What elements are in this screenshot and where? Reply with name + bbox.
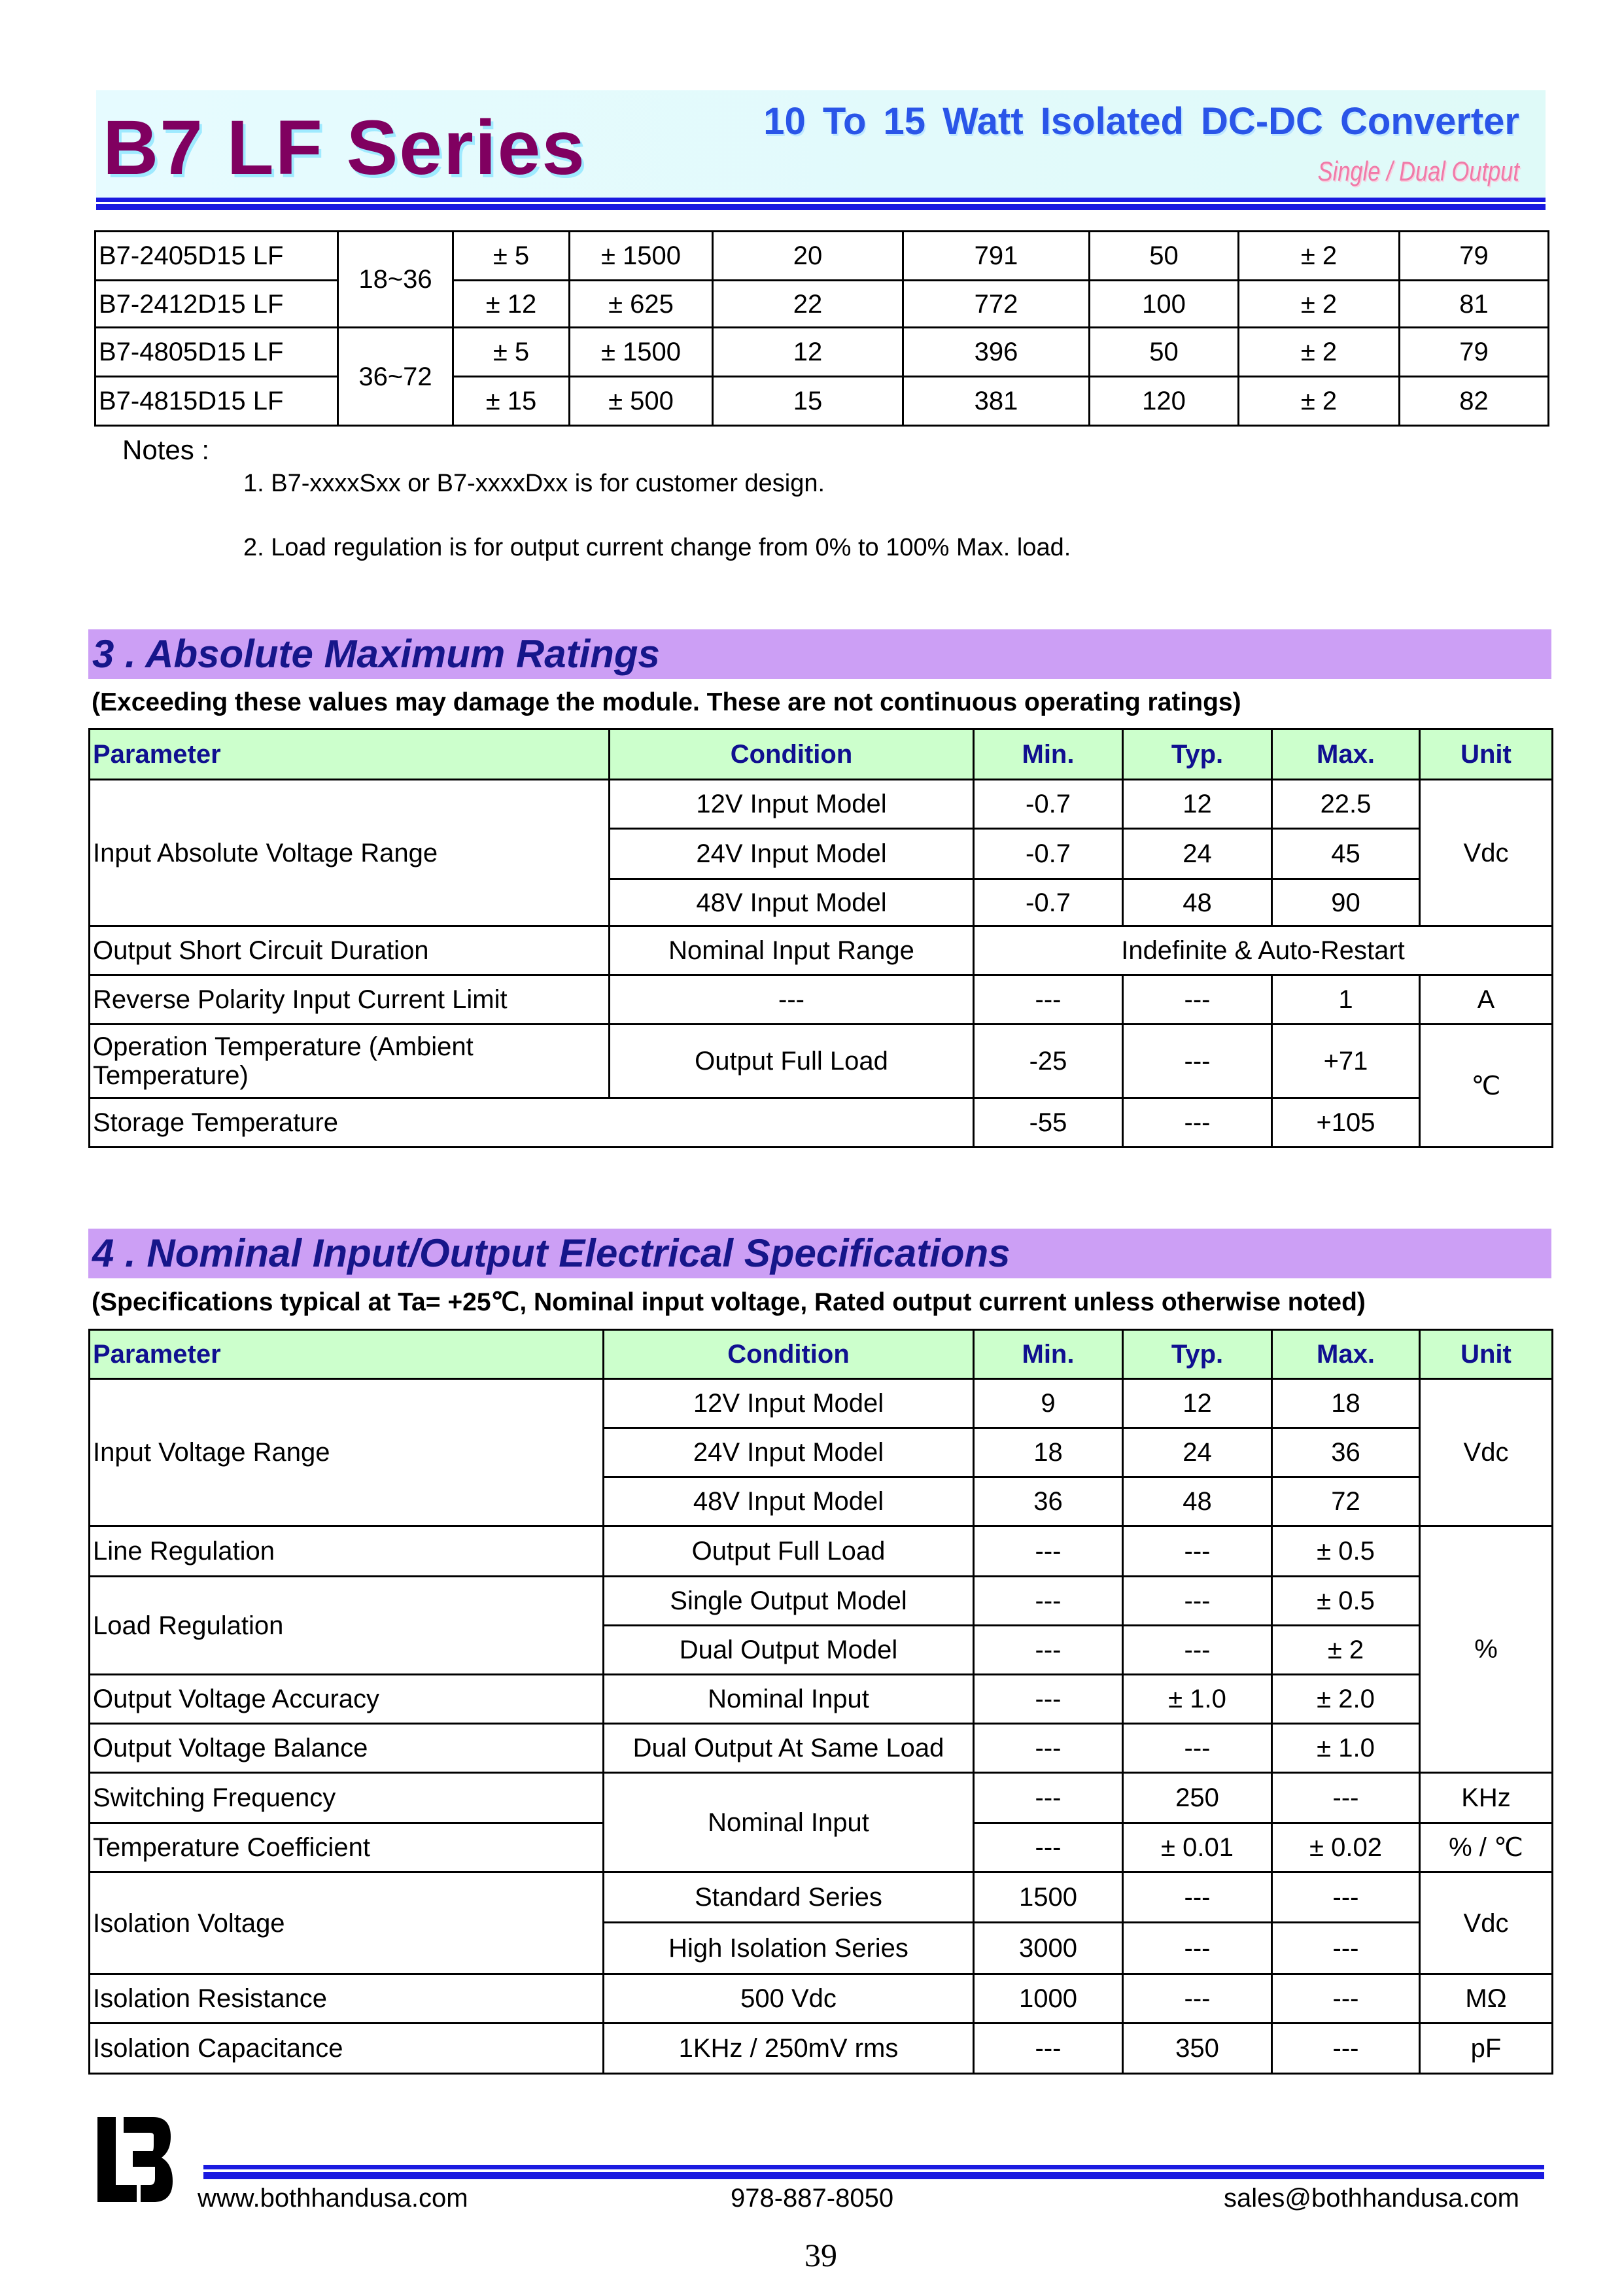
- col-header: Parameter: [90, 729, 610, 780]
- cell: 22.5: [1272, 780, 1420, 829]
- cell: Reverse Polarity Input Current Limit: [90, 975, 610, 1025]
- cell: ± 5: [453, 328, 570, 377]
- cell: High Isolation Series: [604, 1923, 974, 1974]
- cell: 24: [1123, 829, 1272, 879]
- cell: Input Absolute Voltage Range: [90, 780, 610, 926]
- table-row: [90, 1379, 1553, 1428]
- cell: Standard Series: [604, 1872, 974, 1923]
- cell: ---: [1123, 975, 1272, 1025]
- header-divider: [96, 198, 1546, 202]
- table-row: [90, 1025, 1553, 1098]
- cell: 24: [1123, 1428, 1272, 1477]
- cell: 1000: [974, 1974, 1123, 2023]
- table-row: [90, 1675, 1553, 1724]
- cell: 36~72: [338, 328, 453, 426]
- col-header: Typ.: [1123, 1330, 1272, 1379]
- cell: 20: [713, 232, 903, 281]
- cell: 48: [1123, 1477, 1272, 1526]
- cell: ± 0.5: [1272, 1577, 1420, 1626]
- cell: 1: [1272, 975, 1420, 1025]
- cell: Output Voltage Accuracy: [90, 1675, 604, 1724]
- cell: KHz: [1420, 1773, 1553, 1823]
- cell: ---: [1272, 1872, 1420, 1923]
- col-header: Unit: [1420, 729, 1553, 780]
- cell: 18~36: [338, 232, 453, 328]
- cell: Line Regulation: [90, 1526, 604, 1577]
- cell: ---: [1123, 1025, 1272, 1098]
- cell: ± 1.0: [1272, 1724, 1420, 1773]
- cell: Output Full Load: [604, 1526, 974, 1577]
- cell: ± 2: [1272, 1626, 1420, 1675]
- cell: 381: [903, 377, 1090, 426]
- cell: 3000: [974, 1923, 1123, 1974]
- col-header: Unit: [1420, 1330, 1553, 1379]
- table-row: [95, 232, 1549, 281]
- table-row: [90, 2023, 1553, 2074]
- cell: 79: [1400, 232, 1549, 281]
- note-item: 2. Load regulation is for output current change from 0% to 100% Max. load.: [243, 534, 1071, 561]
- table-row: [90, 1098, 1553, 1148]
- table-row: [90, 1724, 1553, 1773]
- cell: ± 2: [1239, 281, 1400, 328]
- cell: 120: [1090, 377, 1239, 426]
- table-row: [95, 377, 1549, 426]
- cell: +71: [1272, 1025, 1420, 1098]
- col-header: Parameter: [90, 1330, 604, 1379]
- cell: 1500: [974, 1872, 1123, 1923]
- table-row: [90, 975, 1553, 1025]
- cell: ± 2: [1239, 377, 1400, 426]
- cell: ---: [1272, 1923, 1420, 1974]
- cell: ± 2: [1239, 232, 1400, 281]
- cell: ± 1500: [570, 328, 713, 377]
- table-row: [90, 1974, 1553, 2023]
- cell: Vdc: [1420, 1872, 1553, 1974]
- cell: ± 15: [453, 377, 570, 426]
- cell: ---: [974, 1773, 1123, 1823]
- cell: 50: [1090, 328, 1239, 377]
- cell: Switching Frequency: [90, 1773, 604, 1823]
- cell: ---: [1123, 1724, 1272, 1773]
- cell: 45: [1272, 829, 1420, 879]
- table-row: [90, 1872, 1553, 1923]
- table-row: [95, 328, 1549, 377]
- cell: Isolation Voltage: [90, 1872, 604, 1974]
- cell: ---: [974, 975, 1123, 1025]
- table-row: [90, 926, 1553, 975]
- cell: 9: [974, 1379, 1123, 1428]
- cell: 12: [1123, 780, 1272, 829]
- cell: 82: [1400, 377, 1549, 426]
- cell: Load Regulation: [90, 1577, 604, 1675]
- cell: 22: [713, 281, 903, 328]
- cell: ± 1.0: [1123, 1675, 1272, 1724]
- company-logo: [97, 2114, 173, 2203]
- cell: ---: [1272, 2023, 1420, 2074]
- cell: ---: [1272, 1974, 1420, 2023]
- absolute-max-table: [88, 728, 1553, 1148]
- cell: Output Short Circuit Duration: [90, 926, 610, 975]
- cell: ---: [974, 1626, 1123, 1675]
- header-divider: [96, 204, 1546, 210]
- col-header: Condition: [610, 729, 974, 780]
- cell: ± 0.02: [1272, 1823, 1420, 1872]
- cell: Dual Output At Same Load: [604, 1724, 974, 1773]
- cell: 72: [1272, 1477, 1420, 1526]
- cell: ± 500: [570, 377, 713, 426]
- cell: 500 Vdc: [604, 1974, 974, 2023]
- cell: Operation Temperature (Ambient Temperature): [90, 1025, 610, 1098]
- col-header: Max.: [1272, 729, 1420, 780]
- cell: %: [1420, 1526, 1553, 1773]
- cell: ℃: [1420, 1025, 1553, 1148]
- cell: B7-4815D15 LF: [95, 377, 338, 426]
- table-header-row: [90, 1330, 1553, 1379]
- cell: Dual Output Model: [604, 1626, 974, 1675]
- cell: ± 12: [453, 281, 570, 328]
- cell: ---: [974, 1823, 1123, 1872]
- footer-website[interactable]: www.bothhandusa.com: [198, 2184, 468, 2213]
- cell: 791: [903, 232, 1090, 281]
- table-row: [90, 780, 1553, 829]
- cell: ± 2: [1239, 328, 1400, 377]
- footer-divider: [203, 2165, 1544, 2169]
- cell: ---: [974, 1577, 1123, 1626]
- cell: Output Voltage Balance: [90, 1724, 604, 1773]
- cell: ± 0.01: [1123, 1823, 1272, 1872]
- col-header: Max.: [1272, 1330, 1420, 1379]
- cell: ---: [1123, 1577, 1272, 1626]
- cell: Isolation Resistance: [90, 1974, 604, 2023]
- cell: B7-2405D15 LF: [95, 232, 338, 281]
- cell: ---: [1123, 1626, 1272, 1675]
- cell: Nominal Input: [604, 1675, 974, 1724]
- cell: 100: [1090, 281, 1239, 328]
- col-header: Min.: [974, 729, 1123, 780]
- cell: 36: [1272, 1428, 1420, 1477]
- cell: -55: [974, 1098, 1123, 1148]
- cell: +105: [1272, 1098, 1420, 1148]
- cell: 12: [1123, 1379, 1272, 1428]
- table-row: [95, 281, 1549, 328]
- cell: MΩ: [1420, 1974, 1553, 2023]
- footer-email[interactable]: sales@bothhandusa.com: [1224, 2184, 1519, 2213]
- cell: Nominal Input: [604, 1773, 974, 1872]
- cell: 1KHz / 250mV rms: [604, 2023, 974, 2074]
- section-title-nominal-specs: 4 . Nominal Input/Output Electrical Specifications: [88, 1229, 1551, 1278]
- cell: -0.7: [974, 829, 1123, 879]
- cell: 24V Input Model: [604, 1428, 974, 1477]
- notes-title: Notes :: [122, 434, 210, 465]
- cell: ± 5: [453, 232, 570, 281]
- cell: Indefinite & Auto-Restart: [974, 926, 1553, 975]
- cell: 48V Input Model: [610, 879, 974, 926]
- table-row: [90, 1526, 1553, 1577]
- product-subtitle: 10 To 15 Watt Isolated DC-DC Converter: [763, 100, 1519, 143]
- cell: 90: [1272, 879, 1420, 926]
- series-title: B7 LF Series: [103, 105, 586, 191]
- cell: 18: [974, 1428, 1123, 1477]
- cell: Output Full Load: [610, 1025, 974, 1098]
- cell: 48: [1123, 879, 1272, 926]
- cell: 350: [1123, 2023, 1272, 2074]
- cell: ---: [610, 975, 974, 1025]
- cell: Single Output Model: [604, 1577, 974, 1626]
- footer-phone: 978-887-8050: [731, 2184, 894, 2213]
- cell: -25: [974, 1025, 1123, 1098]
- cell: 81: [1400, 281, 1549, 328]
- cell: ---: [1123, 1526, 1272, 1577]
- cell: ---: [1123, 1872, 1272, 1923]
- cell: 12V Input Model: [610, 780, 974, 829]
- table-row: [90, 1773, 1553, 1823]
- cell: 15: [713, 377, 903, 426]
- section-title-absolute-max: 3 . Absolute Maximum Ratings: [88, 629, 1551, 679]
- cell: Isolation Capacitance: [90, 2023, 604, 2074]
- cell: pF: [1420, 2023, 1553, 2074]
- cell: ---: [974, 1526, 1123, 1577]
- page-number: 39: [804, 2237, 837, 2273]
- cell: 250: [1123, 1773, 1272, 1823]
- models-table: [94, 230, 1549, 427]
- header-banner: [96, 90, 1546, 200]
- cell: 48V Input Model: [604, 1477, 974, 1526]
- cell: ± 1500: [570, 232, 713, 281]
- cell: 50: [1090, 232, 1239, 281]
- cell: ---: [1123, 1923, 1272, 1974]
- cell: ---: [1123, 1974, 1272, 2023]
- note-item: 1. B7-xxxxSxx or B7-xxxxDxx is for customer design.: [243, 470, 825, 497]
- cell: ---: [1272, 1773, 1420, 1823]
- cell: ± 625: [570, 281, 713, 328]
- cell: 24V Input Model: [610, 829, 974, 879]
- cell: -0.7: [974, 780, 1123, 829]
- cell: ± 2.0: [1272, 1675, 1420, 1724]
- section-subtitle: (Exceeding these values may damage the module. These are not continuous operating ratings): [92, 688, 1241, 716]
- cell: % / ℃: [1420, 1823, 1553, 1872]
- table-row: [90, 1577, 1553, 1626]
- product-tagline: Single / Dual Output: [1317, 156, 1519, 186]
- cell: Nominal Input Range: [610, 926, 974, 975]
- cell: ---: [1123, 1098, 1272, 1148]
- cell: B7-2412D15 LF: [95, 281, 338, 328]
- cell: 12V Input Model: [604, 1379, 974, 1428]
- cell: 79: [1400, 328, 1549, 377]
- cell: ± 0.5: [1272, 1526, 1420, 1577]
- cell: Storage Temperature: [90, 1098, 974, 1148]
- cell: 772: [903, 281, 1090, 328]
- cell: Temperature Coefficient: [90, 1823, 604, 1872]
- cell: Vdc: [1420, 780, 1553, 926]
- cell: Input Voltage Range: [90, 1379, 604, 1526]
- cell: ---: [974, 1724, 1123, 1773]
- cell: A: [1420, 975, 1553, 1025]
- table-header-row: [90, 729, 1553, 780]
- footer-divider: [203, 2172, 1544, 2179]
- cell: Vdc: [1420, 1379, 1553, 1526]
- nominal-specs-table: [88, 1329, 1553, 2075]
- cell: B7-4805D15 LF: [95, 328, 338, 377]
- section-subtitle: (Specifications typical at Ta= +25℃, Nominal input voltage, Rated output current unless otherwise noted): [92, 1288, 1366, 1316]
- cell: 36: [974, 1477, 1123, 1526]
- cell: ---: [974, 2023, 1123, 2074]
- cell: -0.7: [974, 879, 1123, 926]
- col-header: Condition: [604, 1330, 974, 1379]
- cell: 396: [903, 328, 1090, 377]
- col-header: Typ.: [1123, 729, 1272, 780]
- cell: 18: [1272, 1379, 1420, 1428]
- col-header: Min.: [974, 1330, 1123, 1379]
- cell: ---: [974, 1675, 1123, 1724]
- cell: 12: [713, 328, 903, 377]
